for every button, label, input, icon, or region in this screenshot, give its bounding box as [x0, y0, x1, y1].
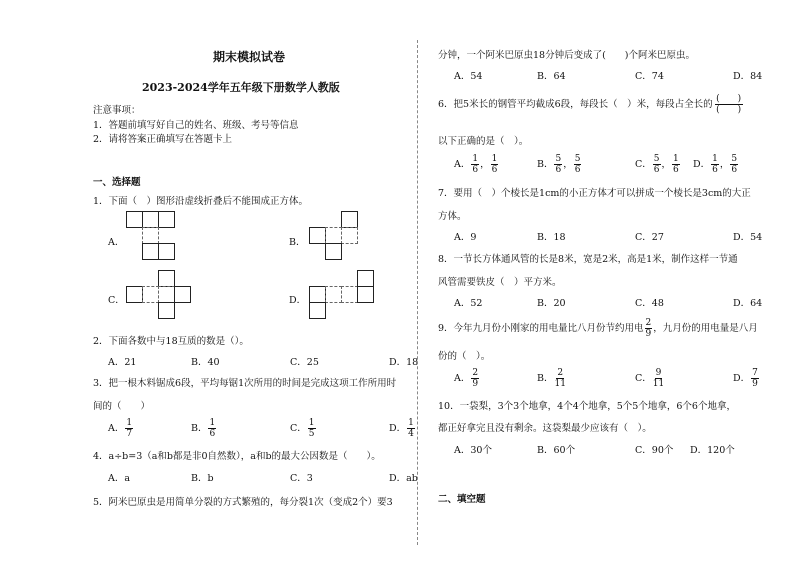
option-label: C． — [108, 295, 125, 306]
option-label: C． — [635, 373, 652, 384]
question-6: 6．把5米长的钢管平均截成6段，每段长（ ）米，每段占全长的 $\frac{( )}{( )}$ — [438, 94, 742, 115]
option: D．64 — [733, 298, 763, 309]
page-subtitle: 2023-2024学年五年级下册数学人教版 — [142, 81, 340, 94]
option: A．54 — [454, 71, 483, 82]
option-fraction: D． $\frac{1}{6}$ ， $\frac{5}{6}$ — [693, 154, 738, 175]
option-fraction: B． $\frac{1}{6}$ — [191, 418, 216, 439]
option: B．60个 — [537, 445, 576, 456]
option-fraction: B． $\frac{2}{11}$ — [537, 368, 566, 389]
option: B．b — [191, 473, 214, 484]
option: B．18 — [537, 232, 566, 243]
option-fraction: D． $\frac{1}{4}$ — [389, 418, 414, 439]
question-8: 8．一节长方体通风管的长是8米，宽是2米，高是1米，制作这样一节通 — [438, 254, 738, 265]
option: C．27 — [635, 232, 664, 243]
option-label: A． — [454, 373, 471, 384]
option-label: D． — [289, 295, 307, 306]
question-7-cont: 方体。 — [438, 211, 467, 222]
option: D．54 — [733, 232, 763, 243]
option: B．40 — [191, 357, 220, 368]
question-3-cont: 间的（ ） — [93, 401, 151, 412]
option-label: B． — [289, 237, 306, 248]
option: D．18 — [389, 357, 419, 368]
option: D．84 — [733, 71, 763, 82]
question-2: 2．下面各数中与18互质的数是（）。 — [93, 336, 249, 347]
option-fraction: C． $\frac{9}{11}$ — [635, 368, 665, 389]
option-fraction: B． $\frac{5}{6}$ ， $\frac{5}{6}$ — [537, 154, 581, 175]
option-label: D． — [389, 423, 407, 434]
option-fraction: D． $\frac{7}{9}$ — [733, 368, 758, 389]
option: D．120个 — [690, 445, 735, 456]
option: A．21 — [108, 357, 137, 368]
option: C．74 — [635, 71, 664, 82]
option-fraction: C． $\frac{5}{6}$ ， $\frac{1}{6}$ — [635, 154, 679, 175]
column-divider — [417, 40, 418, 545]
page-title: 期末模拟试卷 — [213, 50, 286, 64]
option-label: A． — [108, 423, 125, 434]
question-5: 5．阿米巴原虫是用简单分裂的方式繁殖的，每分裂1次（变成2个）要3 — [93, 497, 393, 508]
option-fraction: A． $\frac{2}{9}$ — [454, 368, 479, 389]
option-label: A． — [454, 159, 471, 170]
question-9: 9．今年九月份小刚家的用电量比八月份节约用电 $\frac{2}{9}$ ，九月份的用电量是八月 — [438, 318, 758, 339]
option: C．3 — [290, 473, 313, 484]
option: A．30个 — [454, 445, 492, 456]
option-label: C． — [290, 423, 307, 434]
question-3: 3．把一根木料锯成6段，平均每锯1次所用的时间是完成这项工作所用时 — [93, 378, 397, 389]
option: A．a — [108, 473, 131, 484]
option-label: A． — [108, 237, 125, 248]
question-1: 1．下面（ ）图形沿虚线折叠后不能围成正方体。 — [93, 196, 309, 207]
option-label: B． — [537, 373, 554, 384]
option-fraction: A． $\frac{1}{6}$ ， $\frac{1}{6}$ — [454, 154, 498, 175]
question-8-cont: 风管需要铁皮（ ）平方米。 — [438, 277, 562, 288]
option-fraction: A． $\frac{1}{7}$ — [108, 418, 133, 439]
option: C．90个 — [635, 445, 674, 456]
option: A．52 — [454, 298, 483, 309]
question-5-cont: 分钟，一个阿米巴原虫18分钟后变成了( )个阿米巴原虫。 — [438, 50, 696, 61]
section-heading: 一、选择题 — [93, 177, 141, 188]
option-label: D． — [693, 159, 711, 170]
option: B．64 — [537, 71, 566, 82]
section-heading: 二、填空题 — [438, 494, 486, 505]
option-label: B． — [191, 423, 208, 434]
question-10: 10．一袋梨，3个3个地拿，4个4个地拿，5个5个地拿，6个6个地拿， — [438, 401, 736, 412]
note-item: 1．答题前填写好自己的姓名、班级、考号等信息 — [93, 120, 299, 131]
option-label: D． — [733, 373, 751, 384]
option: A．9 — [454, 232, 477, 243]
note-item: 2．请将答案正确填写在答题卡上 — [93, 134, 233, 145]
question-7: 7．要用（ ）个棱长是1cm的小正方体才可以拼成一个棱长是3cm的大正 — [438, 188, 751, 199]
option-label: B． — [537, 159, 554, 170]
question-4: 4．a÷b=3（a和b都是非0自然数），a和b的最大公因数是（ ）。 — [93, 451, 381, 462]
option-label: C． — [635, 159, 652, 170]
option: C．25 — [290, 357, 319, 368]
question-9-cont: 份的（ ）。 — [438, 351, 491, 362]
option-fraction: C． $\frac{1}{5}$ — [290, 418, 315, 439]
option: D．ab — [389, 473, 418, 484]
option: B．20 — [537, 298, 566, 309]
question-6-cont: 以下正确的是（ ）。 — [438, 136, 529, 147]
question-10-cont: 都正好拿完且没有剩余。这袋梨最少应该有（ ）。 — [438, 423, 652, 434]
option: C．48 — [635, 298, 664, 309]
notes-heading: 注意事项： — [93, 105, 141, 116]
